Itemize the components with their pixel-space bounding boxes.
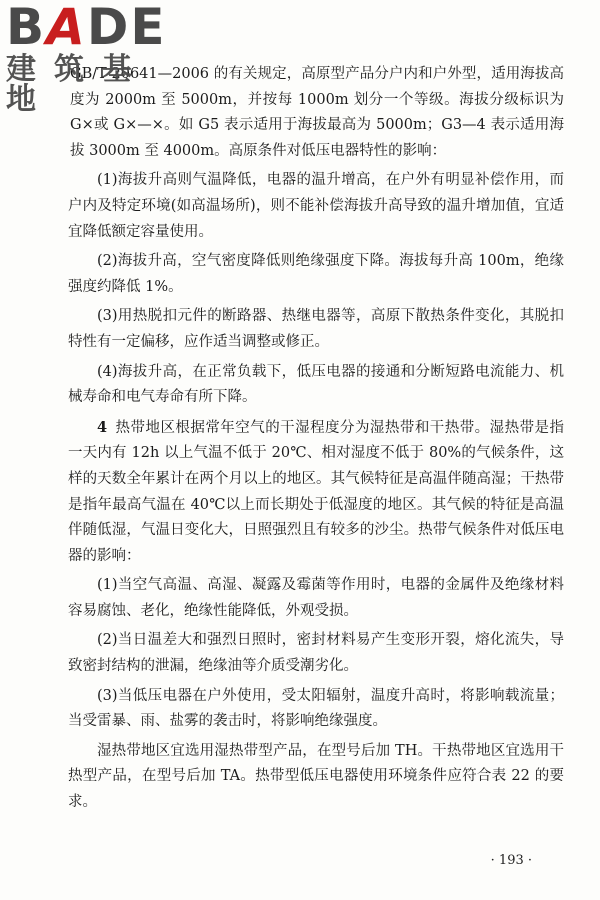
logo-accent-letter: A [46,0,87,56]
logo-brand [6,0,167,56]
logo-subtitle: 建筑基地 [6,52,150,117]
section-paragraph [68,415,564,570]
paragraph: (3)当低压电器在户外使用，受太阳辐射，温度升高时，将影响载流量；当受雷暴、雨、盐雾的袭击时，将影响绝缘强度。 [68,687,564,730]
paragraph: 湿热带地区宜选用湿热带型产品，在型号后加 TH。干热带地区宜选用干热型产品，在型号后加 TA。热带型低压电器使用环境条件应符合表 22 的要求。 [68,742,564,811]
paragraph: (4)海拔升高，在正常负载下，低压电器的接通和分断短路电流能力、机械寿命和电气寿命有所下降。 [68,363,564,406]
paragraph: (3)用热脱扣元件的断路器、热继电器等，高原下散热条件变化，其脱扣特性有一定偏移，应作适当调整或修正。 [68,308,564,350]
paragraph: (2)当日温差大和强烈日照时，密封材料易产生变形开裂，熔化流失，导致密封结构的泄漏，绝缘油等介质受潮劣化。 [68,632,564,675]
paragraph: (2)海拔升高，空气密度降低则绝缘强度下降。海拔每升高 100m，绝缘强度约降低 1%。 [68,253,564,295]
section-number: 4 [97,418,108,436]
paragraph: GB/T 20641—2006 的有关规定，高原型产品分户内和户外型，适用海拔高度为 2000m 至 5000m，并按每 1000m 划分一个等级。海拔分级标识为 G×或 G×—×。如 G5 表示适用于海拔最高为 5000m；G3—4 表示适用海拔 3000m 至 4000m。高原条件对低压电器特性的影响： [70,66,564,159]
paragraph: (1)当空气高温、高湿、凝露及霉菌等作用时，电器的金属件及绝缘材料容易腐蚀、老化，绝缘性能降低，外观受损。 [68,577,564,619]
page-number: · 193 · [490,853,532,868]
body-text [68,62,564,820]
paragraph: (1)海拔升高则气温降低，电器的温升增高，在户外有明显补偿作用，而户内及特定环境(如高温场所)，则不能补偿海拔升高导致的温升增加值，宜适宜降低额定容量使用。 [68,172,564,240]
section-text: 热带地区根据常年空气的干湿程度分为湿热带和干热带。湿热带是指一天内有 12h 以上气温不低于 20℃、相对湿度不低于 80%的气候条件，这样的天数全年累计在两个月以上的地区。其气候特征是高温伴随高湿；干热带是指年最高气温在 40℃以上而长期处于低湿度的地区。其气候的特征是高温伴随低湿，气温日变化大，日照强烈且有较多的沙尘。热带气候条件对低压电器的影响： [68,419,564,564]
logo-brand-text: BADE [6,0,167,56]
watermark-logo [4,0,179,117]
